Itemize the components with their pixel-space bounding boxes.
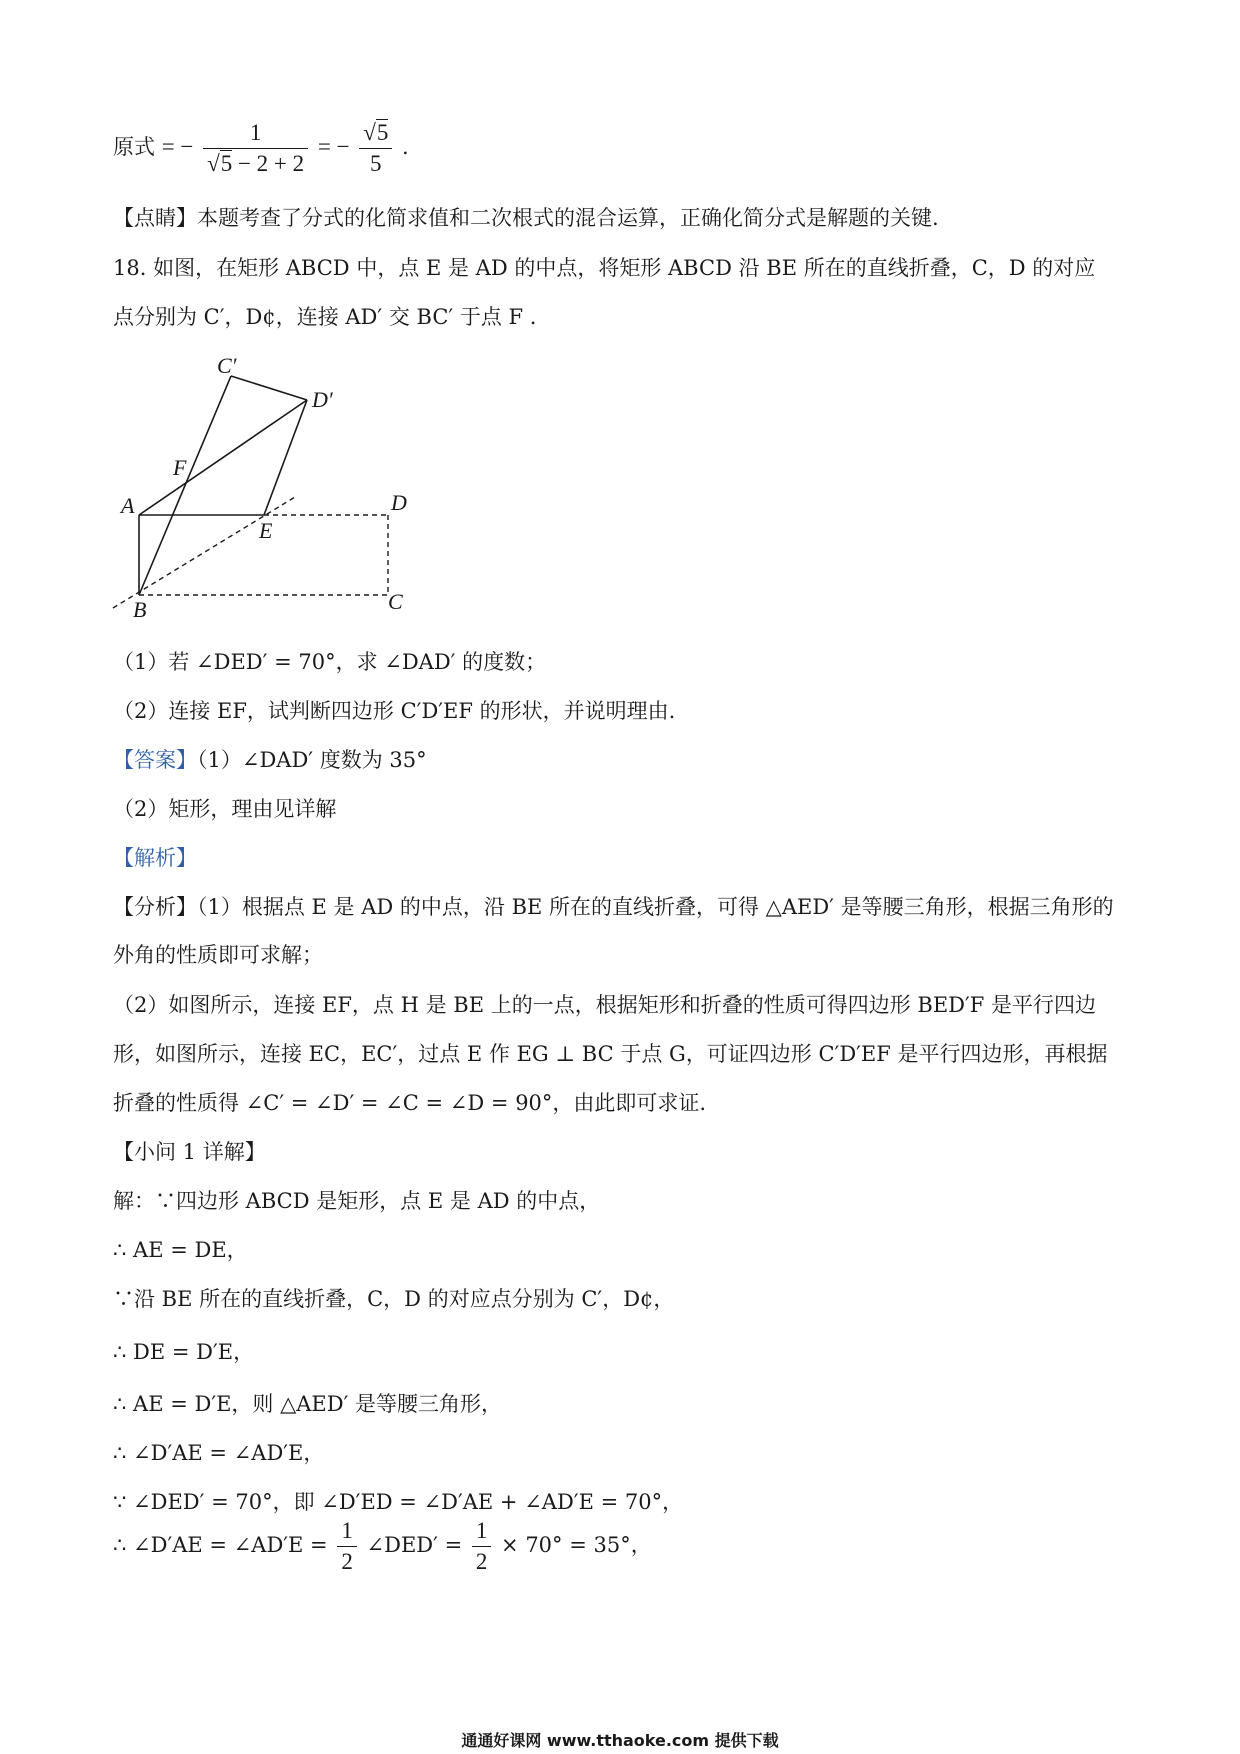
answer-tag: 【答案】 [113,748,197,772]
label-A: A [121,493,135,518]
fraction-1-numerator: 1 [203,118,308,149]
solution-step-5: ∴ AE = D′E，则 △AED′ 是等腰三角形， [113,1392,503,1416]
fraction-2-denominator: 5 [370,151,382,176]
analysis-line-2: 外角的性质即可求解； [113,943,323,967]
label-B: B [133,597,147,622]
fraction-1-denominator: √5 − 2 + 2 [207,151,305,176]
answer-line-1 [113,745,427,775]
segment-D1E [264,400,307,515]
solution-step-1: 解：∵四边形 ABCD 是矩形，点 E 是 AD 的中点， [113,1189,601,1213]
fraction-2-numerator: √5 [359,118,392,149]
note-text: 本题考查了分式的化简求值和二次根式的混合运算，正确化简分式是解题的关键. [197,206,939,230]
label-C: C [388,589,403,614]
analysis-tag-inline: 【分析】 [113,895,197,919]
question-2: （2）连接 EF，试判断四边形 C′D′EF 的形状，并说明理由. [113,699,676,723]
label-D: D [391,490,407,515]
problem-line-2: 点分别为 C′，D¢，连接 AD′ 交 BC′ 于点 F . [113,305,537,329]
note-tag: 【点睛】 [113,206,197,230]
label-C-prime: C′ [217,353,237,378]
half-fraction-2: $\frac{1}{2}$ [472,1516,492,1577]
top-formula: 原式 = − $\frac{1}{√5 - 2 + 2}$ = − $\frac{√5}{5}$ . [113,118,409,179]
solution-step-4: ∴ DE = D′E， [113,1340,255,1364]
half-fraction-1: $\frac{1}{2}$ [337,1516,357,1577]
note-line [113,203,939,233]
formula-lhs: 原式 [113,135,155,159]
analysis-line-4: 形，如图所示，连接 EC，EC′，过点 E 作 EG ⊥ BC 于点 G，可证四边形 C′D′EF 是平行四边形，再根据 [113,1042,1108,1066]
segment-AD1 [139,400,307,515]
analysis-tag: 【解析】 [113,846,197,870]
solution-step-8: ∴ ∠D′AE = ∠AD′E = $\frac{1}{2}$ ∠DED′ = $\frac{1}{2}$ × 70° = 35°， [113,1516,652,1577]
solution-step-6: ∴ ∠D′AE = ∠AD′E， [113,1441,325,1465]
question-1: （1）若 ∠DED′ = 70°，求 ∠DAD′ 的度数； [113,650,547,674]
detail-tag: 【小问 1 详解】 [113,1140,266,1164]
label-F: F [173,455,187,480]
solution-step-3: ∵沿 BE 所在的直线折叠，C，D 的对应点分别为 C′，D¢， [113,1287,675,1311]
problem-line-1: 18. 如图，在矩形 ABCD 中，点 E 是 AD 的中点，将矩形 ABCD 沿 BE 所在的直线折叠，C，D 的对应 [113,256,1096,280]
segment-C1D1 [231,376,307,400]
analysis-line-5: 折叠的性质得 ∠C′ = ∠D′ = ∠C = ∠D = 90°，由此即可求证. [113,1091,707,1115]
solution-step-7: ∵ ∠DED′ = 70°，即 ∠D′ED = ∠D′AE + ∠AD′E = 70°， [113,1490,684,1514]
label-D-prime: D′ [312,387,333,412]
answer-1: （1）∠DAD′ 度数为 35° [197,748,427,772]
page-footer: 通通好课网 www.tthaoke.com 提供下载 [461,1731,779,1750]
segment-BC1 [139,376,231,595]
answer-line-2: （2）矩形，理由见详解 [113,797,337,821]
label-E: E [259,518,273,543]
fraction-2 [359,118,392,179]
geometry-diagram [105,345,435,625]
solution-step-2: ∴ AE = DE， [113,1238,248,1262]
fraction-1 [203,118,308,179]
analysis-line-1: 【分析】（1）根据点 E 是 AD 的中点，沿 BE 所在的直线折叠，可得 △AED′ 是等腰三角形，根据三角形的 [113,895,1114,919]
analysis-line-3: （2）如图所示，连接 EF，点 H 是 BE 上的一点，根据矩形和折叠的性质可得四边形 BED′F 是平行四边 [113,993,1096,1017]
